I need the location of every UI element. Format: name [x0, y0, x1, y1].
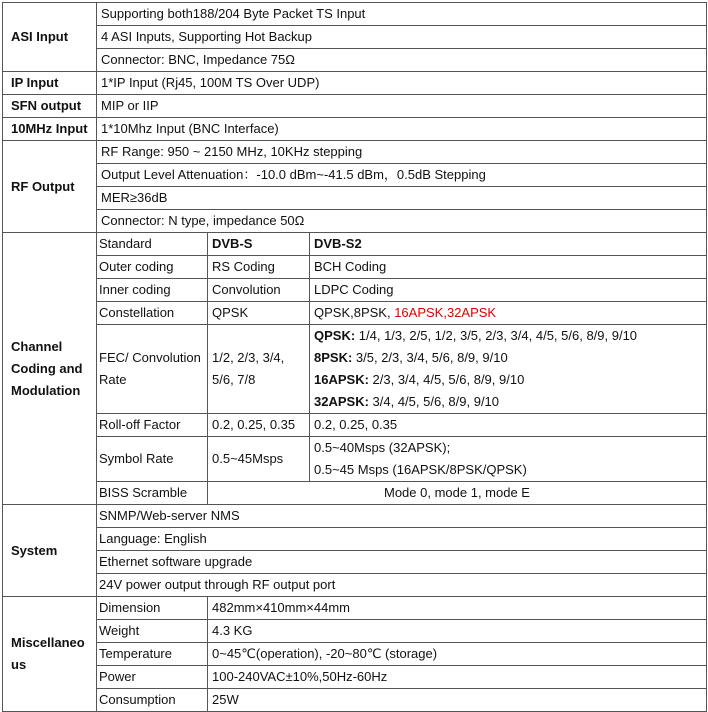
misc-consumption-value: 25W [208, 689, 707, 712]
table-row [3, 574, 707, 597]
constellation-dvbs2 [310, 302, 707, 325]
fec-line-8psk [314, 347, 702, 369]
table-row [3, 689, 707, 712]
section-label-10mhz: 10MHz Input [3, 118, 97, 141]
inner-coding-label: Inner coding [97, 279, 208, 302]
rf-row-2: Output Level Attenuation：-10.0 dBm~-41.5 dBm，0.5dB Stepping [97, 164, 707, 187]
misc-temperature-value: 0~45℃(operation), -20~80℃ (storage) [208, 643, 707, 666]
asi-row-2: 4 ASI Inputs, Supporting Hot Backup [97, 26, 707, 49]
section-label-channel: Channel Coding and Modulation [3, 233, 97, 505]
fec-rates: 2/3, 3/4, 4/5, 5/6, 8/9, 9/10 [368, 372, 525, 387]
fec-dvbs: 1/2, 2/3, 3/4, 5/6, 7/8 [208, 325, 310, 414]
section-label-rf: RF Output [3, 141, 97, 233]
section-label-system: System [3, 505, 97, 597]
table-row [3, 95, 707, 118]
table-row [3, 482, 707, 505]
table-row [3, 49, 707, 72]
symbol-rate-dvbs: 0.5~45Msps [208, 437, 310, 482]
fec-mod-label: QPSK: [314, 328, 356, 343]
table-row [3, 551, 707, 574]
fec-rates: 3/4, 4/5, 5/6, 8/9, 9/10 [368, 394, 500, 409]
fec-line-qpsk [314, 325, 702, 347]
system-row-2: Language: English [97, 528, 707, 551]
asi-row-1: Supporting both188/204 Byte Packet TS Input [97, 3, 707, 26]
table-row [3, 72, 707, 95]
ref10-value: 1*10Mhz Input (BNC Interface) [97, 118, 707, 141]
fec-mod-label: 32APSK: [314, 394, 369, 409]
misc-dimension-value: 482mm×410mm×44mm [208, 597, 707, 620]
fec-dvbs2 [310, 325, 707, 414]
asi-row-3: Connector: BNC, Impedance 75Ω [97, 49, 707, 72]
table-row [3, 279, 707, 302]
standard-dvbs2: DVB-S2 [310, 233, 707, 256]
misc-consumption-label: Consumption [97, 689, 208, 712]
fec-mod-label: 16APSK: [314, 372, 369, 387]
constellation-dvbs2-plain: QPSK,8PSK, [314, 305, 395, 320]
system-row-1: SNMP/Web-server NMS [97, 505, 707, 528]
table-row [3, 505, 707, 528]
constellation-dvbs: QPSK [208, 302, 310, 325]
table-row [3, 118, 707, 141]
system-row-4: 24V power output through RF output port [97, 574, 707, 597]
fec-mod-label: 8PSK: [314, 350, 353, 365]
ip-value: 1*IP Input (Rj45, 100M TS Over UDP) [97, 72, 707, 95]
misc-power-value: 100-240VAC±10%,50Hz-60Hz [208, 666, 707, 689]
table-row [3, 26, 707, 49]
system-row-3: Ethernet software upgrade [97, 551, 707, 574]
misc-dimension-label: Dimension [97, 597, 208, 620]
constellation-dvbs2-highlight: 16APSK,32APSK [394, 305, 497, 320]
table-row [3, 643, 707, 666]
table-row [3, 325, 707, 414]
misc-weight-value: 4.3 KG [208, 620, 707, 643]
misc-power-label: Power [97, 666, 208, 689]
rf-row-3: MER≥36dB [97, 187, 707, 210]
fec-line-16apsk [314, 369, 702, 391]
biss-value: Mode 0, mode 1, mode E [208, 482, 707, 505]
outer-coding-dvbs2: BCH Coding [310, 256, 707, 279]
symbol-rate-label: Symbol Rate [97, 437, 208, 482]
table-row [3, 528, 707, 551]
outer-coding-label: Outer coding [97, 256, 208, 279]
table-row [3, 3, 707, 26]
sfn-value: MIP or IIP [97, 95, 707, 118]
misc-temperature-label: Temperature [97, 643, 208, 666]
symbol-rate-line-1: 0.5~40Msps (32APSK); [314, 440, 451, 455]
symbol-rate-dvbs2 [310, 437, 707, 482]
table-row [3, 233, 707, 256]
table-row [3, 666, 707, 689]
fec-line-32apsk [314, 391, 702, 413]
biss-label: BISS Scramble [97, 482, 208, 505]
table-row [3, 256, 707, 279]
fec-rates: 3/5, 2/3, 3/4, 5/6, 8/9, 9/10 [352, 350, 508, 365]
table-row [3, 210, 707, 233]
table-row [3, 437, 707, 482]
section-label-asi: ASI Input [3, 3, 97, 72]
outer-coding-dvbs: RS Coding [208, 256, 310, 279]
table-row [3, 414, 707, 437]
constellation-label: Constellation [97, 302, 208, 325]
fec-rates: 1/4, 1/3, 2/5, 1/2, 3/5, 2/3, 3/4, 4/5, 5/6, 8/9, 9/10 [355, 328, 638, 343]
section-label-misc: Miscellaneous [3, 597, 97, 712]
table-row [3, 302, 707, 325]
fec-label: FEC/ Convolution Rate [97, 325, 208, 414]
rolloff-dvbs: 0.2, 0.25, 0.35 [208, 414, 310, 437]
misc-weight-label: Weight [97, 620, 208, 643]
rf-row-4: Connector: N type, impedance 50Ω [97, 210, 707, 233]
rolloff-dvbs2: 0.2, 0.25, 0.35 [310, 414, 707, 437]
inner-coding-dvbs: Convolution [208, 279, 310, 302]
table-row [3, 597, 707, 620]
table-row [3, 141, 707, 164]
table-row [3, 164, 707, 187]
table-row [3, 187, 707, 210]
inner-coding-dvbs2: LDPC Coding [310, 279, 707, 302]
rf-row-1: RF Range: 950 ~ 2150 MHz, 10KHz stepping [97, 141, 707, 164]
table-row [3, 620, 707, 643]
standard-label: Standard [97, 233, 208, 256]
section-label-sfn: SFN output [3, 95, 97, 118]
rolloff-label: Roll-off Factor [97, 414, 208, 437]
symbol-rate-line-2: 0.5~45 Msps (16APSK/8PSK/QPSK) [314, 462, 527, 477]
standard-dvbs: DVB-S [208, 233, 310, 256]
section-label-ip: IP Input [3, 72, 97, 95]
spec-table [2, 2, 707, 712]
